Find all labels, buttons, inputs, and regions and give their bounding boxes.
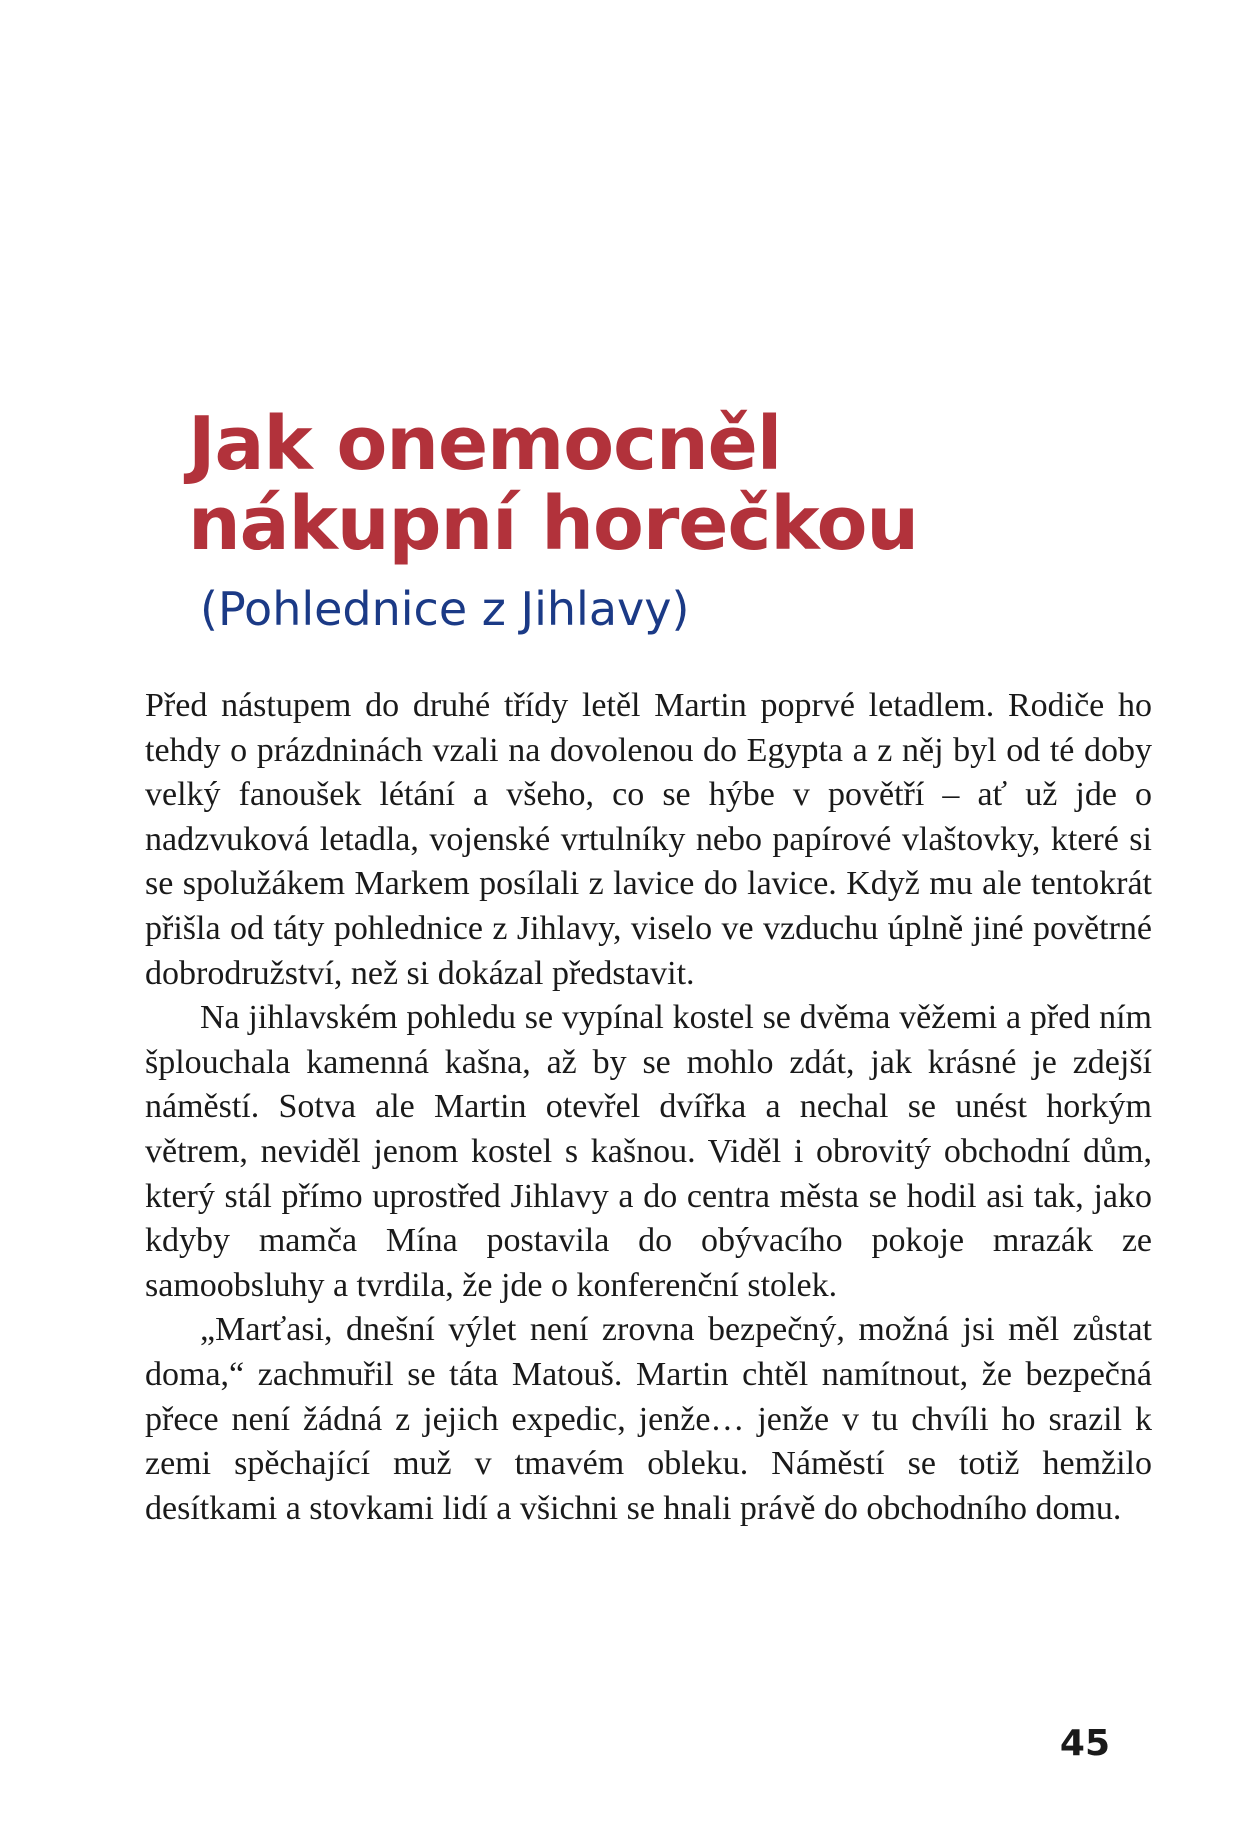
chapter-title: [188, 401, 919, 567]
paragraph-1: Před nástupem do druhé třídy letěl Martin poprvé letadlem. Rodiče ho tehdy o prázdninách vzali na dovolenou do Egypta a z něj byl od té doby velký fanoušek létání a všeho, co se hýbe v povětří – ať už jde o nadzvuková letadla, vojenské vrtulníky nebo papírové vlaštovky, které si se spolužákem Markem posílali z lavice do lavice. Když mu ale tentokrát přišla od táty pohlednice z Jihlavy, viselo ve vzduchu úplně jiné povětrné dobrodružství, než si dokázal představit.: [145, 687, 1152, 992]
paragraph-2: Na jihlavském pohledu se vypínal kostel se dvěma věžemi a před ním šplouchala kamenná kašna, až by se mohlo zdát, jak krásné je zdejší náměstí. Sotva ale Martin otevřel dvířka a nechal se unést horkým větrem, neviděl jenom kostel s kašnou. Viděl i obrovitý obchodní dům, který stál přímo uprostřed Jihlavy a do centra města se hodil asi tak, jako kdyby mamča Mína postavila do obývacího pokoje mrazák ze samoobsluhy a tvrdila, že jde o konferenční stolek.: [145, 999, 1152, 1304]
page-number: 45: [1059, 1723, 1110, 1764]
paragraph-3: „Marťasi, dnešní výlet není zrovna bezpečný, možná jsi měl zůstat doma,“ zachmuřil se táta Matouš. Martin chtěl namítnout, že bezpečná přece není žádná z jejich expedic, jenže… jenže v tu chvíli ho srazil k zemi spěchající muž v tmavém obleku. Náměstí se totiž hemžilo desítkami a stovkami lidí a všichni se hnali právě do obchodního domu.: [145, 1311, 1152, 1527]
chapter-subtitle: (Pohlednice z Jihlavy): [200, 582, 690, 636]
chapter-body: [145, 684, 1152, 1531]
chapter-title-line-1: Jak onemocněl: [188, 401, 782, 487]
chapter-title-line-2: nákupní horečkou: [188, 481, 919, 567]
